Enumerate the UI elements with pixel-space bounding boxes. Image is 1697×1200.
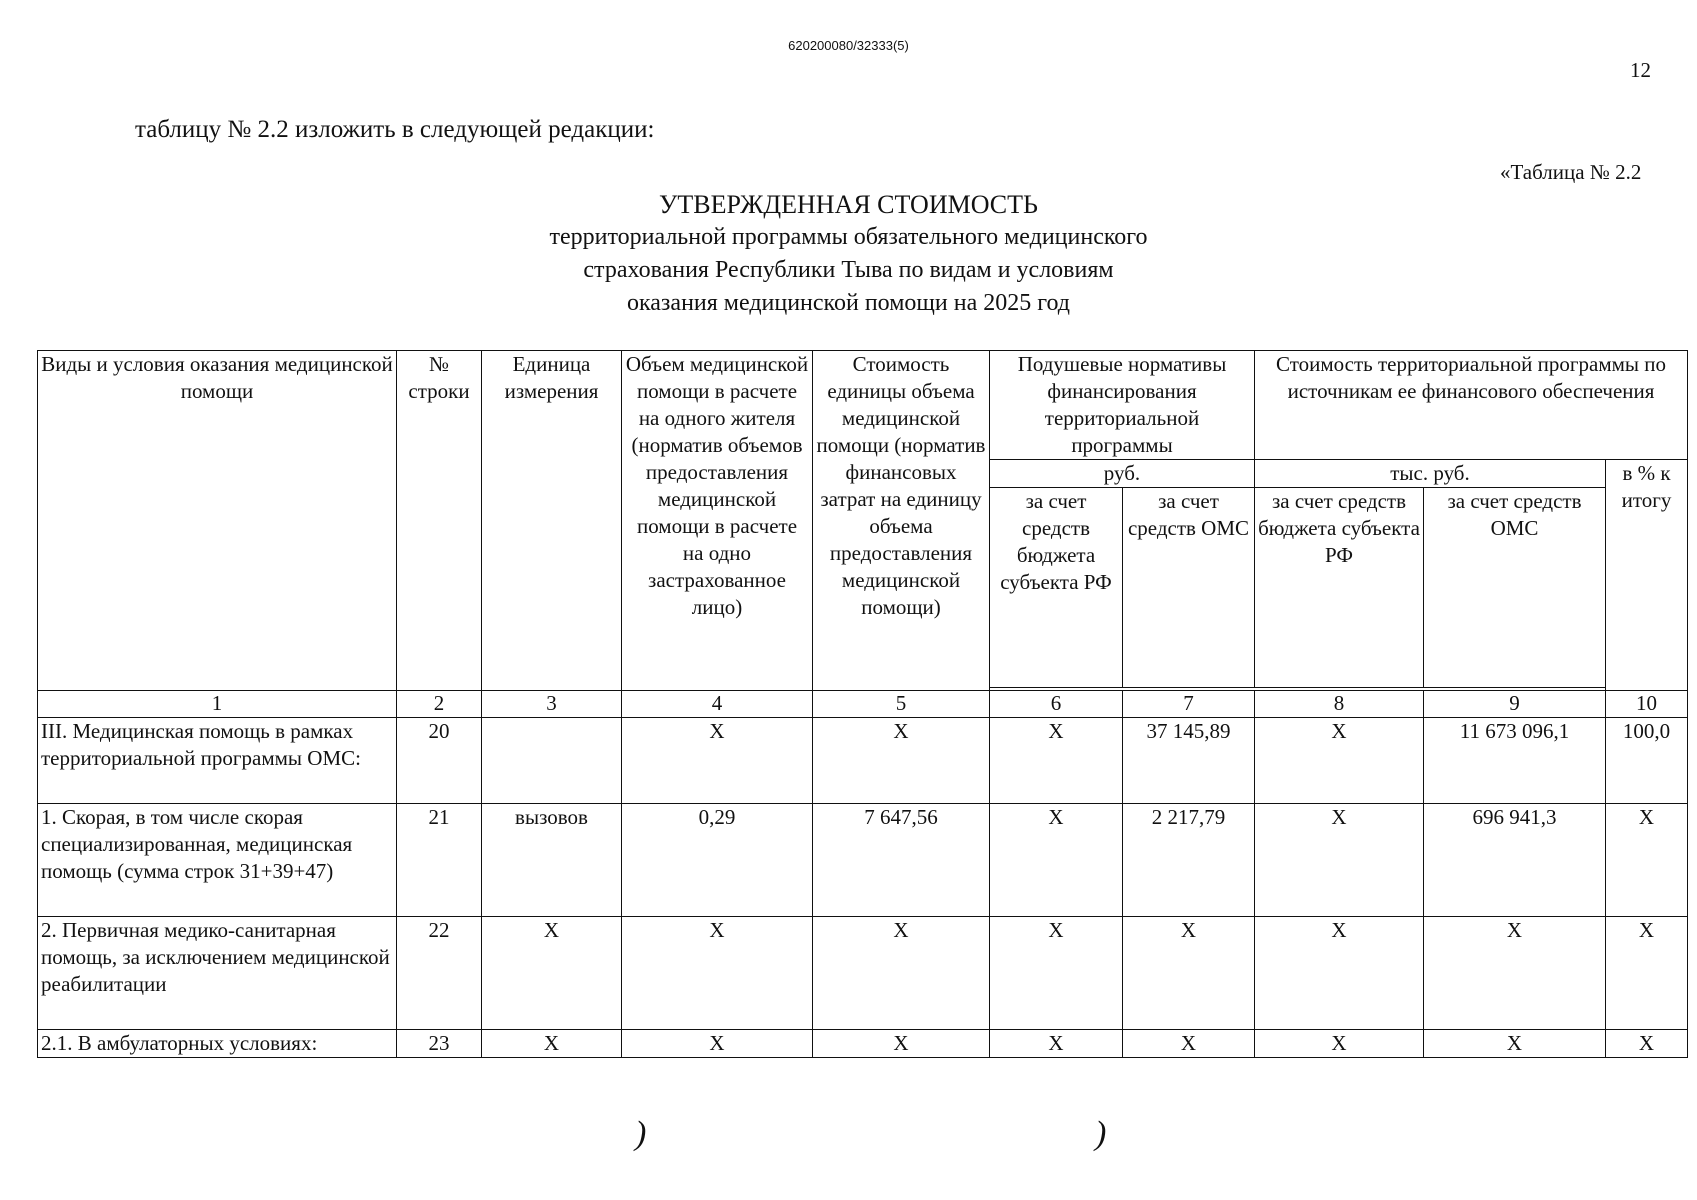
row-unit-cost: 7 647,56 [813, 804, 990, 917]
row-budget-per-capita: X [990, 917, 1123, 1030]
row-budget-cost: X [1255, 718, 1424, 804]
row-label: 2. Первичная медико-санитарная помощь, за исключением медицинской реабилитации [38, 917, 397, 1030]
row-label: III. Медицинская помощь в рамках территориальной программы ОМС: [38, 718, 397, 804]
row-volume: 0,29 [622, 804, 813, 917]
row-unit: X [482, 1030, 622, 1058]
page-number: 12 [1630, 58, 1651, 82]
row-oms-cost: 696 941,3 [1424, 804, 1606, 917]
column-number: 2 [397, 691, 482, 718]
row-unit: X [482, 917, 622, 1030]
column-number: 9 [1424, 691, 1606, 718]
header-budget-cost: за счет средств бюджета субъекта РФ [1255, 488, 1424, 688]
header-program-cost-group: Стоимость территориальной программы по источникам ее финансового обеспечения [1255, 351, 1688, 460]
document-id: 620200080/32333(5) [788, 38, 909, 53]
row-percent: 100,0 [1606, 718, 1688, 804]
header-thous-rub: тыс. руб. [1255, 460, 1606, 488]
header-per-capita-group: Подушевые нормативы финансирования территориальной программы [990, 351, 1255, 460]
header-rub: руб. [990, 460, 1255, 488]
title-line-1: УТВЕРЖДЕННАЯ СТОИМОСТЬ [659, 190, 1038, 219]
row-budget-per-capita: X [990, 718, 1123, 804]
row-number: 20 [397, 718, 482, 804]
row-percent: X [1606, 917, 1688, 1030]
row-oms-cost: X [1424, 1030, 1606, 1058]
column-number: 10 [1606, 691, 1688, 718]
table-row [38, 718, 1688, 804]
table-reference: «Таблица № 2.2 [1500, 160, 1642, 184]
row-volume: X [622, 718, 813, 804]
row-unit-cost: X [813, 917, 990, 1030]
header-unit-cost: Стоимость единицы объема медицинской помощи (норматив финансовых затрат на единицу объема предоставления медицинской помощи) [813, 351, 990, 691]
pen-mark: ) [1095, 1115, 1107, 1152]
header-volume: Объем медицинской помощи в расчете на одного жителя (норматив объемов предоставления медицинской помощи в расчете на одно застрахованное лицо) [622, 351, 813, 691]
header-percent: в % к итогу [1606, 460, 1688, 691]
title-line-2: территориальной программы обязательного медицинского [549, 224, 1148, 250]
header-row-number: № строки [397, 351, 482, 691]
row-oms-per-capita: X [1123, 917, 1255, 1030]
column-number: 7 [1123, 691, 1255, 718]
row-percent: X [1606, 1030, 1688, 1058]
header-oms-per-capita: за счет средств ОМС [1123, 488, 1255, 688]
intro-text: таблицу № 2.2 изложить в следующей редакции: [135, 116, 655, 143]
header-unit: Единица измерения [482, 351, 622, 691]
row-unit-cost: X [813, 718, 990, 804]
column-number: 4 [622, 691, 813, 718]
row-number: 23 [397, 1030, 482, 1058]
row-unit: вызовов [482, 804, 622, 917]
row-label: 1. Скорая, в том числе скорая специализированная, медицинская помощь (сумма строк 31+39+47) [38, 804, 397, 917]
column-number: 6 [990, 691, 1123, 718]
header-oms-cost: за счет средств ОМС [1424, 488, 1606, 688]
row-unit-cost: X [813, 1030, 990, 1058]
table-row [38, 917, 1688, 1030]
header-kinds: Виды и условия оказания медицинской помощи [38, 351, 397, 691]
pen-mark: ) [635, 1115, 647, 1152]
column-number: 1 [38, 691, 397, 718]
title-line-3: страхования Республики Тыва по видам и условиям [583, 257, 1114, 283]
document-title [0, 188, 1697, 320]
row-oms-cost: X [1424, 917, 1606, 1030]
column-number: 3 [482, 691, 622, 718]
row-label: 2.1. В амбулаторных условиях: [38, 1030, 397, 1058]
title-line-4: оказания медицинской помощи на 2025 год [626, 290, 1070, 316]
row-budget-cost: X [1255, 1030, 1424, 1058]
header-budget-per-capita: за счет средств бюджета субъекта РФ [990, 488, 1123, 688]
table-row [38, 804, 1688, 917]
row-budget-per-capita: X [990, 804, 1123, 917]
row-percent: X [1606, 804, 1688, 917]
row-unit [482, 718, 622, 804]
cost-table [37, 350, 1688, 1058]
row-volume: X [622, 917, 813, 1030]
row-oms-per-capita: 37 145,89 [1123, 718, 1255, 804]
row-budget-cost: X [1255, 917, 1424, 1030]
row-budget-per-capita: X [990, 1030, 1123, 1058]
table-row [38, 1030, 1688, 1058]
column-number: 5 [813, 691, 990, 718]
row-oms-cost: 11 673 096,1 [1424, 718, 1606, 804]
row-number: 21 [397, 804, 482, 917]
column-number: 8 [1255, 691, 1424, 718]
row-oms-per-capita: 2 217,79 [1123, 804, 1255, 917]
row-number: 22 [397, 917, 482, 1030]
row-oms-per-capita: X [1123, 1030, 1255, 1058]
row-budget-cost: X [1255, 804, 1424, 917]
row-volume: X [622, 1030, 813, 1058]
